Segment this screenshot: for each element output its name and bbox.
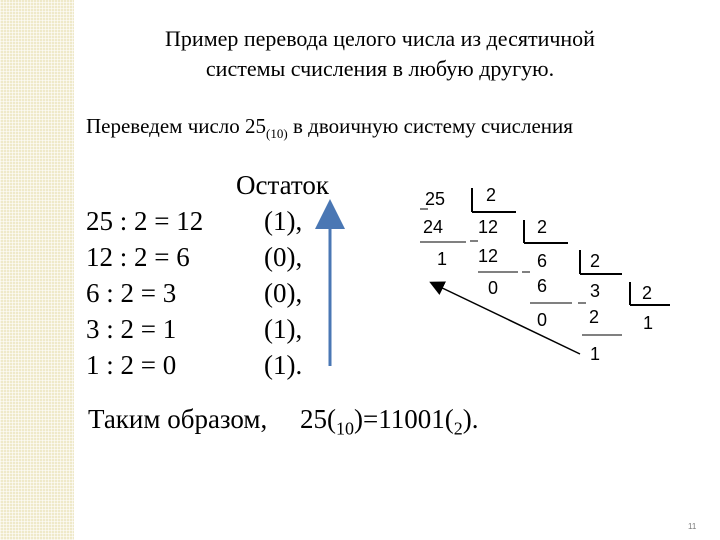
step-equation: 12 : 2 = 6 <box>86 242 190 272</box>
conclusion-subscript: 2 <box>453 418 463 439</box>
ld-divisor: 2 <box>642 283 653 303</box>
ld-subtrahend: 6 <box>537 276 548 296</box>
title-line-2: системы счисления в любую другую. <box>205 56 555 81</box>
remainder-header: Остаток <box>236 170 329 200</box>
ld-quotient: 6 <box>537 251 548 271</box>
ld-remainder: 0 <box>537 310 548 330</box>
step-equation: 1 : 2 = 0 <box>86 350 177 380</box>
step-equation: 3 : 2 = 1 <box>86 314 177 344</box>
ld-dividend: 25 <box>425 189 446 209</box>
step-remainder: (1). <box>264 350 303 380</box>
ld-quotient: 1 <box>643 313 654 333</box>
remainder-reading-arrow <box>436 285 580 354</box>
conclusion-value <box>300 404 478 439</box>
ld-divisor: 2 <box>590 251 601 271</box>
ld-subtrahend: 2 <box>589 307 600 327</box>
conclusion-part: 25( <box>300 404 336 434</box>
conclusion-part: ). <box>462 404 479 434</box>
title-line-1: Пример перевода целого числа из десятичной <box>165 26 595 51</box>
ld-quotient: 3 <box>590 281 601 301</box>
intro-subscript: (10) <box>266 126 288 142</box>
step-equation: 25 : 2 = 12 <box>86 206 204 236</box>
step-remainder: (0), <box>264 242 303 272</box>
ld-divisor: 2 <box>537 217 548 237</box>
conclusion-label: Таким образом, <box>88 404 268 434</box>
step-remainder: (0), <box>264 278 303 308</box>
step-equation: 6 : 2 = 3 <box>86 278 177 308</box>
ld-remainder: 1 <box>590 344 601 364</box>
ld-remainder: 1 <box>437 249 448 269</box>
intro-prefix: Переведем число 25 <box>86 114 267 138</box>
ld-divisor: 2 <box>486 185 497 205</box>
conclusion-subscript: 10 <box>336 418 354 439</box>
step-remainder: (1), <box>264 206 303 236</box>
ld-subtrahend: 24 <box>423 217 444 237</box>
page-number: 11 <box>688 522 697 531</box>
step-remainder: (1), <box>264 314 303 344</box>
conclusion-part: )=11001( <box>354 404 454 434</box>
ld-quotient: 12 <box>478 217 499 237</box>
ld-remainder: 0 <box>488 278 499 298</box>
intro-suffix: в двоичную систему счисления <box>287 114 573 138</box>
ld-dividend: 12 <box>478 246 499 266</box>
